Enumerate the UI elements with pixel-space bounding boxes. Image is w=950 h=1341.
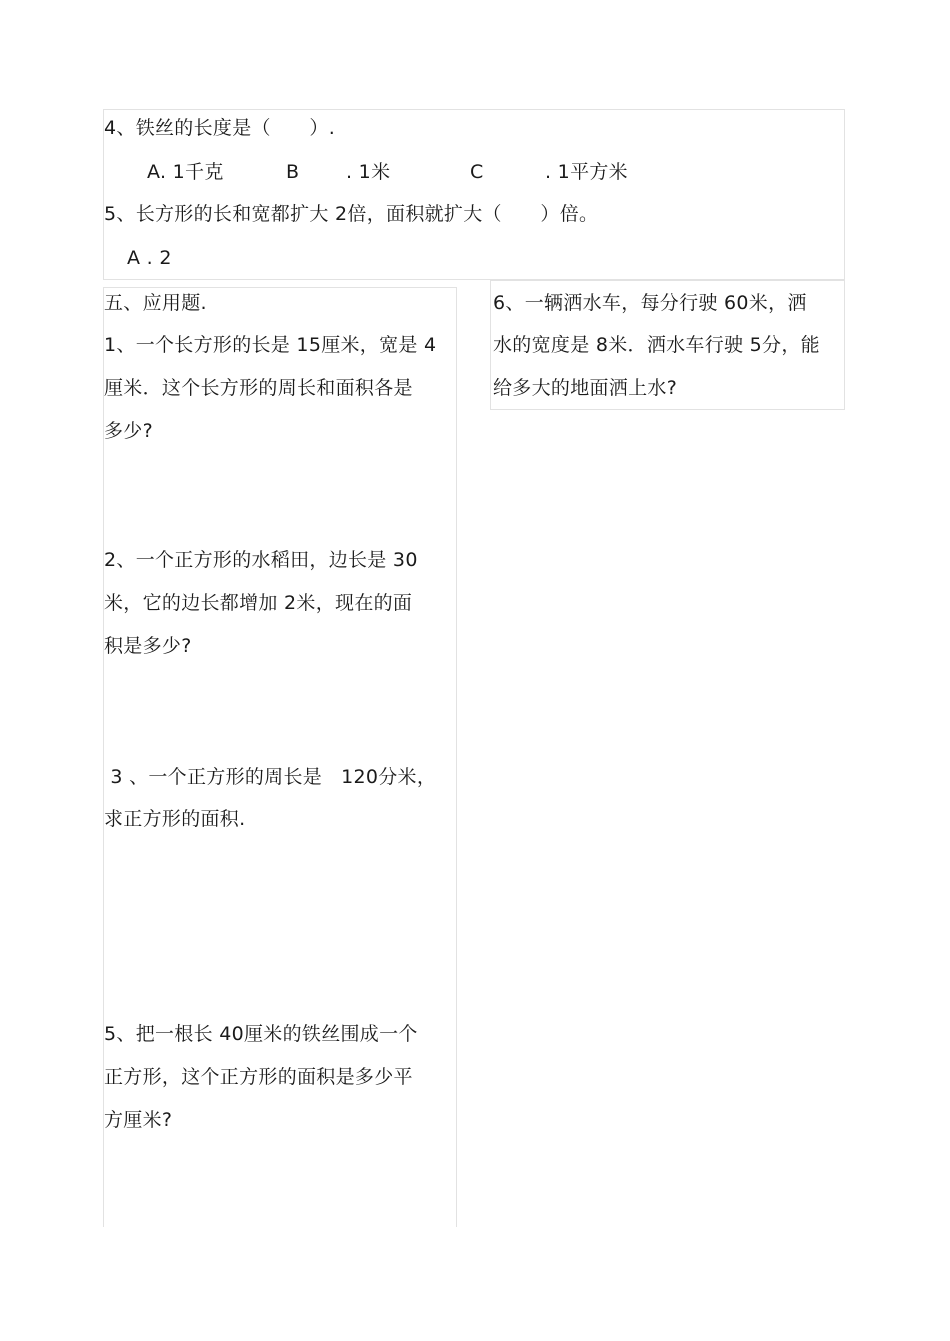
- question-4-option-a: A. 1千克: [147, 161, 224, 183]
- problem-5-line-3: 方厘米?: [104, 1109, 173, 1131]
- question-5-option-a: A . 2: [127, 247, 172, 269]
- question-4-option-c-value: . 1平方米: [545, 161, 628, 183]
- problem-2-line-3: 积是多少?: [104, 635, 192, 657]
- problem-6-line-2: 水的宽度是 8米．洒水车行驶 5分，能: [493, 334, 820, 356]
- question-4-option-b-value: . 1米: [346, 161, 391, 183]
- problem-1-line-1: 1、一个长方形的长是 15厘米，宽是 4: [104, 334, 437, 356]
- question-4-option-c-letter: C: [470, 161, 484, 183]
- problem-6-line-1: 6、一辆洒水车，每分行驶 60米，洒: [493, 292, 807, 314]
- problem-2-line-2: 米，它的边长都增加 2米，现在的面: [104, 592, 413, 614]
- problem-3-line-1: 3 、一个正方形的周长是 120分米，: [104, 766, 437, 788]
- problem-3-line-2: 求正方形的面积.: [104, 808, 246, 830]
- problem-1-line-3: 多少?: [104, 420, 153, 442]
- problem-5-line-1: 5、把一根长 40厘米的铁丝围成一个: [104, 1023, 418, 1045]
- question-5-stem: 5、长方形的长和宽都扩大 2倍，面积就扩大（ ）倍。: [104, 203, 599, 225]
- problem-2-line-1: 2、一个正方形的水稻田，边长是 30: [104, 549, 418, 571]
- problem-1-line-2: 厘米．这个长方形的周长和面积各是: [104, 377, 413, 399]
- section-title: 五、应用题.: [104, 292, 207, 314]
- question-4-stem: 4、铁丝的长度是（ ）.: [104, 117, 336, 139]
- question-4-option-b-letter: B: [286, 161, 300, 183]
- problem-5-line-2: 正方形，这个正方形的面积是多少平: [104, 1066, 413, 1088]
- problem-6-line-3: 给多大的地面洒上水?: [493, 377, 678, 399]
